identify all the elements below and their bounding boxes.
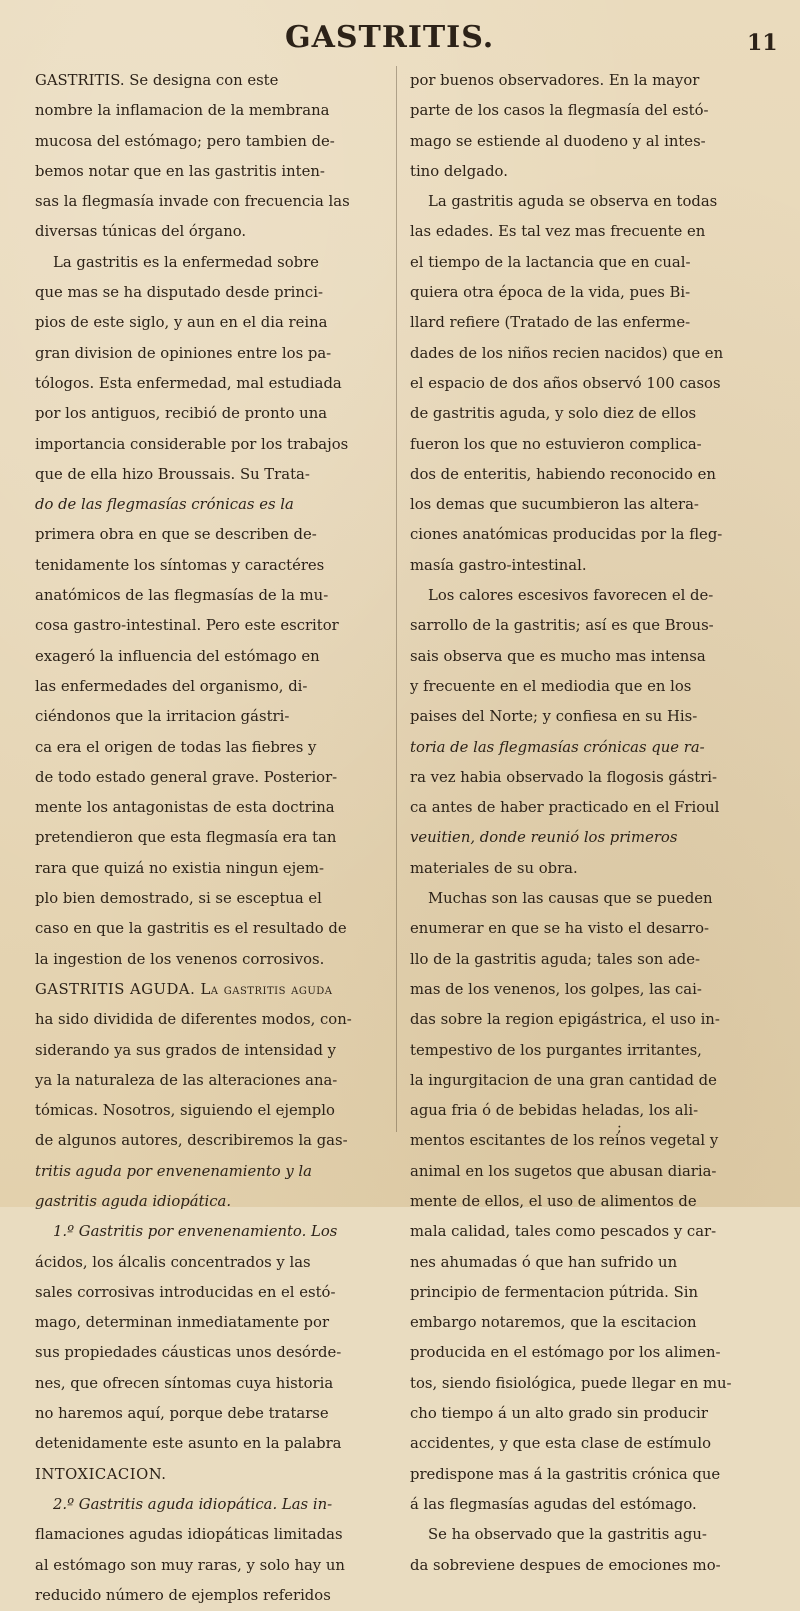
left-line-48: 2.º Gastritis aguda idiopática. Las in- (53, 1495, 333, 1513)
right-line-3: mago se estiende al duodeno y al intes- (410, 132, 706, 150)
footer-mark: ; (617, 1120, 622, 1136)
right-line-43: producida en el estómago por los alimen- (410, 1344, 721, 1362)
left-line-41: sales corrosivas introducidas en el estó- (35, 1283, 336, 1301)
left-line-14: que de ella hizo Broussais. Su Trata- (35, 465, 310, 483)
left-line-9: pios de este siglo, y aun en el dia reina (35, 314, 328, 332)
left-line-22: ciéndonos que la irritacion gástri- (35, 708, 290, 726)
right-line-35: agua fria ó de bebidas heladas, los ali- (410, 1102, 699, 1120)
left-line-31: GASTRITIS AGUDA. La gastritis aguda (35, 980, 333, 998)
right-line-49: Se ha observado que la gastritis agu- (428, 1526, 707, 1544)
right-line-2: parte de los casos la flegmasía del estó- (410, 102, 709, 120)
left-line-23: ca era el origen de todas las fiebres y (35, 738, 317, 756)
right-line-40: nes ahumadas ó que han sufrido un (410, 1253, 678, 1271)
right-line-21: y frecuente en el mediodia que en los (410, 677, 692, 695)
left-line-42: mago, determinan inmediatamente por (35, 1314, 330, 1332)
left-line-44: nes, que ofrecen síntomas cuya historia (35, 1374, 334, 1392)
right-line-12: de gastritis aguda, y solo diez de ellos (410, 405, 697, 423)
left-line-19: cosa gastro-intestinal. Pero este escritor (35, 617, 339, 635)
left-line-49: flamaciones agudas idiopáticas limitadas (35, 1526, 343, 1544)
left-line-18: anatómicos de las flegmasías de la mu- (35, 587, 329, 605)
left-line-26: pretendieron que esta flegmasía era tan (35, 829, 337, 847)
right-line-32: das sobre la region epigástrica, el uso in- (410, 1011, 720, 1029)
left-line-30: la ingestion de los venenos corrosivos. (35, 950, 325, 968)
right-line-5: La gastritis aguda se observa en todas (428, 193, 718, 211)
left-line-39: 1.º Gastritis por envenenamiento. Los (53, 1223, 338, 1241)
right-line-24: ra vez habia observado la flogosis gástri- (410, 768, 718, 786)
right-line-4: tino delgado. (410, 162, 508, 180)
right-line-6: las edades. Es tal vez mas frecuente en (410, 223, 706, 241)
left-line-16: primera obra en que se describen de- (35, 526, 317, 544)
left-line-20: exageró la influencia del estómago en (35, 647, 320, 665)
left-line-10: gran division de opiniones entre los pa- (35, 344, 332, 362)
right-line-16: ciones anatómicas producidas por la fleg- (410, 526, 723, 544)
right-line-46: accidentes, y que esta clase de estímulo (410, 1435, 711, 1453)
left-line-6: diversas túnicas del órgano. (35, 223, 247, 241)
left-line-33: siderando ya sus grados de intensidad y (35, 1041, 336, 1059)
right-line-20: sais observa que es mucho mas intensa (410, 647, 706, 665)
page-number: 11 (747, 30, 778, 56)
left-line-47: INTOXICACION. (35, 1465, 167, 1483)
left-line-17: tenidamente los síntomas y caractéres (35, 556, 325, 574)
left-line-8: que mas se ha disputado desde princi- (35, 284, 323, 302)
left-line-12: por los antiguos, recibió de pronto una (35, 405, 328, 423)
left-text-block (35, 66, 393, 1611)
right-line-47: predispone mas á la gastritis crónica que (410, 1465, 721, 1483)
left-line-32: ha sido dividida de diferentes modos, con- (35, 1011, 352, 1029)
left-line-40: ácidos, los álcalis concentrados y las (35, 1253, 311, 1271)
right-line-33: tempestivo de los purgantes irritantes, (410, 1041, 702, 1059)
right-text-block (410, 66, 767, 1581)
left-line-21: las enfermedades del organismo, di- (35, 677, 308, 695)
right-line-30: llo de la gastritis aguda; tales son ade- (410, 950, 701, 968)
right-line-25: ca antes de haber practicado en el Frioul (410, 799, 720, 817)
left-line-11: tólogos. Esta enfermedad, mal estudiada (35, 374, 342, 392)
left-line-37: tritis aguda por envenenamiento y la (35, 1162, 312, 1180)
right-column (410, 66, 767, 1581)
right-line-1: por buenos observadores. En la mayor (410, 72, 700, 89)
right-line-38: mente de ellos, el uso de alimentos de (410, 1192, 697, 1210)
left-line-36: de algunos autores, describiremos la gas- (35, 1132, 348, 1150)
left-line-25: mente los antagonistas de esta doctrina (35, 799, 335, 817)
right-line-28: Muchas son las causas que se pueden (428, 890, 713, 908)
left-line-2: nombre la inflamacion de la membrana (35, 102, 330, 120)
left-line-13: importancia considerable por los trabajos (35, 435, 349, 453)
running-title: GASTRITIS. (285, 20, 495, 55)
column-divider (396, 66, 397, 1132)
right-line-9: llard refiere (Tratado de las enferme- (410, 314, 691, 332)
right-line-10: dades de los niños recien nacidos) que en (410, 344, 724, 362)
left-line-24: de todo estado general grave. Posterior- (35, 768, 338, 786)
right-line-48: á las flegmasías agudas del estómago. (410, 1495, 697, 1513)
right-line-29: enumerar en que se ha visto el desarro- (410, 920, 709, 938)
right-line-37: animal en los sugetos que abusan diaria- (410, 1162, 717, 1180)
right-line-15: los demas que sucumbieron las altera- (410, 496, 699, 514)
left-line-1: GASTRITIS. Se designa con este (35, 72, 279, 89)
left-line-38: gastritis aguda idiopática. (35, 1192, 232, 1210)
left-line-34: ya la naturaleza de las alteraciones ana- (35, 1071, 338, 1089)
right-line-11: el espacio de dos años observó 100 casos (410, 374, 721, 392)
left-line-28: plo bien demostrado, si se esceptua el (35, 890, 322, 908)
left-line-43: sus propiedades cáusticas unos desórde- (35, 1344, 342, 1362)
left-line-15: do de las flegmasías crónicas es la (35, 496, 294, 514)
left-line-7: La gastritis es la enfermedad sobre (53, 253, 319, 271)
left-line-27: rara que quizá no existia ningun ejem- (35, 859, 324, 877)
left-line-45: no haremos aquí, porque debe tratarse (35, 1405, 329, 1423)
left-line-35: tómicas. Nosotros, siguiendo el ejemplo (35, 1102, 335, 1120)
right-line-27: materiales de su obra. (410, 859, 578, 877)
left-line-46: detenidamente este asunto en la palabra (35, 1435, 342, 1453)
right-line-34: la ingurgitacion de una gran cantidad de (410, 1071, 717, 1089)
right-line-8: quiera otra época de la vida, pues Bi- (410, 284, 691, 302)
right-line-13: fueron los que no estuvieron complica- (410, 435, 702, 453)
right-line-50: da sobreviene despues de emociones mo- (410, 1556, 721, 1574)
left-line-5: sas la flegmasía invade con frecuencia las (35, 193, 350, 211)
right-line-22: paises del Norte; y confiesa en su His- (410, 708, 698, 726)
left-line-3: mucosa del estómago; pero tambien de- (35, 132, 335, 150)
right-line-44: tos, siendo fisiológica, puede llegar en mu- (410, 1374, 732, 1392)
right-line-41: principio de fermentacion pútrida. Sin (410, 1283, 698, 1301)
right-line-14: dos de enteritis, habiendo reconocido en (410, 465, 716, 483)
right-line-45: cho tiempo á un alto grado sin producir (410, 1405, 708, 1423)
right-line-7: el tiempo de la lactancia que en cual- (410, 253, 691, 271)
right-line-19: sarrollo de la gastritis; así es que Brous- (410, 617, 714, 635)
left-line-51: reducido número de ejemplos referidos (35, 1586, 331, 1604)
left-line-29: caso en que la gastritis es el resultado de (35, 920, 347, 938)
right-line-17: masía gastro-intestinal. (410, 556, 587, 574)
left-column (35, 66, 393, 1611)
right-line-42: embargo notaremos, que la escitacion (410, 1314, 697, 1332)
right-line-23: toria de las flegmasías crónicas que ra- (410, 738, 705, 756)
left-line-4: bemos notar que en las gastritis inten- (35, 162, 325, 180)
right-line-31: mas de los venenos, los golpes, las cai- (410, 980, 702, 998)
page-header (0, 16, 800, 60)
left-line-50: al estómago son muy raras, y solo hay un (35, 1556, 345, 1574)
right-line-18: Los calores escesivos favorecen el de- (428, 587, 714, 605)
right-line-26: veuitien, donde reunió los primeros (410, 829, 678, 847)
right-line-39: mala calidad, tales como pescados y car- (410, 1223, 717, 1241)
right-line-36: mentos escitantes de los reinos vegetal y (410, 1132, 719, 1150)
